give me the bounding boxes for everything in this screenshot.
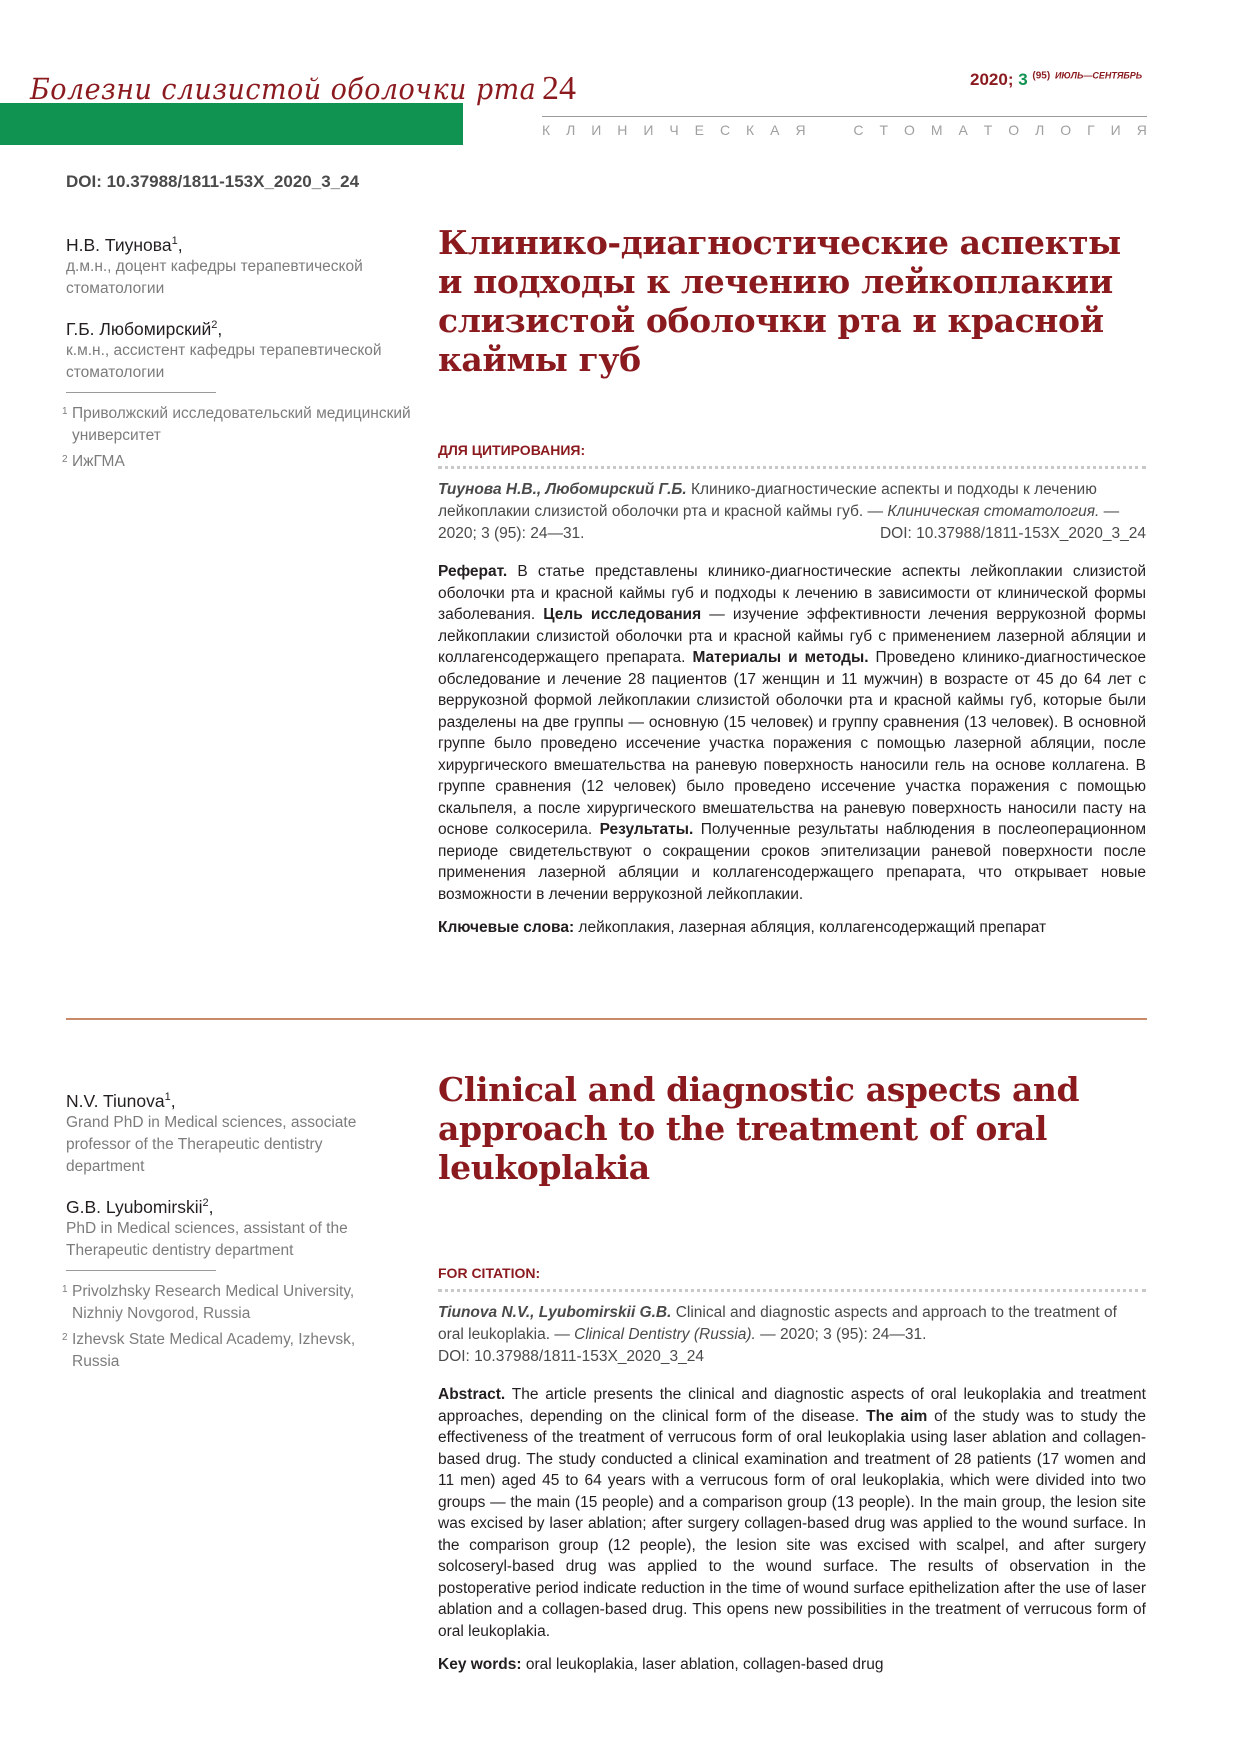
article-title-en: Clinical and diagnostic aspects and approach to the treatment of oral leukoplakia — [438, 1070, 1080, 1187]
journal-name-letter: Я — [795, 122, 806, 138]
article-title-ru: Клинико-диагностические аспекты и подходы к лечению лейкоплакии слизистой оболочки рта и красной каймы губ — [438, 223, 1121, 379]
section-color-band — [0, 103, 463, 145]
citation-doi: DOI: 10.37988/1811-153X_2020_3_24 — [438, 1348, 705, 1365]
issue-info — [970, 70, 1142, 90]
keywords-en: Key words: oral leukoplakia, laser ablation, collagen-based drug — [438, 1656, 884, 1673]
author-name: G.B. Lyubomirskii$^2$, — [66, 1196, 214, 1217]
journal-name-letter: Я — [1136, 122, 1147, 138]
journal-name-letter: Г — [1087, 122, 1095, 138]
journal-name-letter: О — [1008, 122, 1020, 138]
language-section-divider — [66, 1018, 1147, 1020]
journal-name-letter: А — [958, 122, 968, 138]
doi-top: DOI: 10.37988/1811-153X_2020_3_24 — [66, 172, 360, 191]
affiliation-rule — [66, 392, 216, 393]
issue-total: (95) — [1032, 70, 1051, 82]
journal-name-letter: О — [904, 122, 915, 138]
abstract-en: Abstract. The article presents the clinical and diagnostic aspects of oral leukoplakia and treatment approaches, depending on the clinical form of the disease. The aim of the study was to study the effectiveness of the treatment of verrucous form of oral leukoplakia using laser ablation and collagen-based drug. The study conducted a clinical examination and treatment of 28 patients (17 women and 11 men) aged 45 to 64 years with a verrucous form of oral leukoplakia, which were divided into two groups — the main (15 people) and a comparison group (13 people). In the main group, the lesion site was excised by laser ablation; after surgery collagen-based drug was applied to the wound surface. In the comparison group (12 people), the lesion site was excised with scalpel, and after surgery solcoseryl-based drug was applied to the wound surface. The results of observation in the postoperative period indicate reduction in the time of wound surface epithelization after the use of laser ablation and a collagen-based drug. This opens new possibilities in the treatment of verrucous form of oral leukoplakia. — [438, 1386, 1146, 1640]
ru-article-main — [438, 223, 1146, 937]
citation-label: FOR CITATION: — [438, 1265, 541, 1281]
author-description: PhD in Medical sciences, assistant of the Therapeutic dentistry department — [66, 1219, 348, 1259]
journal-name-letter: А — [770, 122, 780, 138]
issue-months: ИЮЛЬ—СЕНТЯБРЬ — [1054, 70, 1143, 81]
page-number: 24 — [542, 70, 576, 107]
en-article-main — [438, 1070, 1146, 1674]
author-name: Г.Б. Любомирский$^2$, — [66, 318, 223, 339]
author-name: Н.В. Тиунова$^1$, — [66, 234, 183, 255]
journal-name — [542, 122, 1147, 138]
citation-text: Tiunova N.V., Lyubomirskii G.B. Clinical and diagnostic aspects and approach to the treatment of oral leukoplakia. — Clinical Dentistry (Russia). — 2020; 3 (95): 24—31. DOI: 10.37988/1811-153X_2020_3_24 — [438, 1304, 1117, 1365]
journal-name-letter: К — [746, 122, 755, 138]
journal-name-letter: Т — [879, 122, 889, 138]
affiliation: 1 Приволжский исследовательский медицинский университет — [62, 404, 411, 444]
section-title: Болезни слизистой оболочки рта — [30, 72, 537, 106]
en-authors-block — [62, 1086, 426, 1377]
affiliation: 2 ИжГМА — [62, 452, 125, 470]
citation-label: ДЛЯ ЦИТИРОВАНИЯ: — [438, 442, 586, 458]
journal-name-letter: С — [719, 122, 731, 138]
affiliation-rule — [66, 1270, 216, 1271]
journal-name-letter: Л — [566, 122, 576, 138]
dotted-divider — [438, 466, 1146, 469]
header-rule — [542, 116, 1147, 117]
author-name: N.V. Tiunova$^1$, — [66, 1090, 176, 1111]
keywords-ru: Ключевые слова: лейкоплакия, лазерная абляция, коллагенсодержащий препарат — [438, 919, 1047, 936]
journal-name-letter: Т — [983, 122, 993, 138]
journal-name-letter: К — [542, 122, 551, 138]
citation-doi: DOI: 10.37988/1811-153X_2020_3_24 — [879, 525, 1146, 542]
issue-year: 2020; — [970, 70, 1019, 89]
journal-name-letter: О — [1060, 122, 1072, 138]
journal-name-letter: Ч — [669, 122, 679, 138]
journal-name-letter: И — [591, 122, 602, 138]
citation-text: Тиунова Н.В., Любомирский Г.Б. Клинико-диагностические аспекты и подходы к лечению лейкоплакии слизистой оболочки рта и красной каймы губ. — Клиническая стоматология. — 2020; 3 (95): 24—31. DOI: 10.37988/1811-153X_2020_3_24 — [438, 479, 1146, 545]
author-description: д.м.н., доцент кафедры терапевтической стоматологии — [66, 257, 363, 297]
issue-number: 3 — [1018, 70, 1028, 89]
author-description: к.м.н., ассистент кафедры терапевтической стоматологии — [66, 341, 382, 381]
journal-name-letter: С — [853, 122, 864, 138]
abstract-ru: Реферат. В статье представлены клинико-диагностические аспекты лейкоплакии слизистой оболочки рта и красной каймы губ и подходы к лечению в зависимости от клинической формы заболевания. Цель исследования — изучение эффективности лечения веррукозной формы лейкоплакии слизистой оболочки рта и красной каймы губ с применением лазерной абляции и коллагенсодержащего препарата. Материалы и методы. Проведено клинико-диагностическое обследование и лечение 28 пациентов (17 женщин и 11 мужчин) в возрасте от 45 до 64 лет с веррукозной формой лейкоплакии слизистой оболочки рта и красной каймы губ, которые были разделены на две группы — основную (15 человек) и группу сравнения (13 человек). В основной группе было проведено иссечение участка поражения с помощью лазерной абляции, после хирургического вмешательства на раневую поверхность наносили гель на основе коллагена. В группе сравнения (12 человек) было проведено иссечение участка поражения с помощью скальпеля, а после хирургического вмешательства на раневую поверхность наносили пасту на основе солкосерила. Результаты. Полученные результаты наблюдения в послеоперационном периоде свидетельствуют о сокращении сроков эпителизации раневой поверхности после применения лазерной абляции и коллагенсодержащего препарата, что открывает новые возможности в лечении веррукозной лейкоплакии. — [438, 563, 1147, 903]
journal-name-letter: И — [643, 122, 654, 138]
journal-name-letter: Л — [1035, 122, 1045, 138]
journal-name-letter: М — [930, 122, 943, 138]
journal-name-letter: Н — [617, 122, 628, 138]
affiliation: 1 Privolzhsky Research Medical University, Nizhniy Novgorod, Russia — [62, 1282, 355, 1322]
dotted-divider — [438, 1289, 1146, 1292]
journal-name-letter: И — [1110, 122, 1121, 138]
author-description: Grand PhD in Medical sciences, associate professor of the Therapeutic dentistry department — [66, 1113, 357, 1175]
affiliation: 2 Izhevsk State Medical Academy, Izhevsk, Russia — [62, 1330, 356, 1370]
journal-name-letter: Е — [694, 122, 704, 138]
ru-authors-block — [62, 230, 426, 477]
